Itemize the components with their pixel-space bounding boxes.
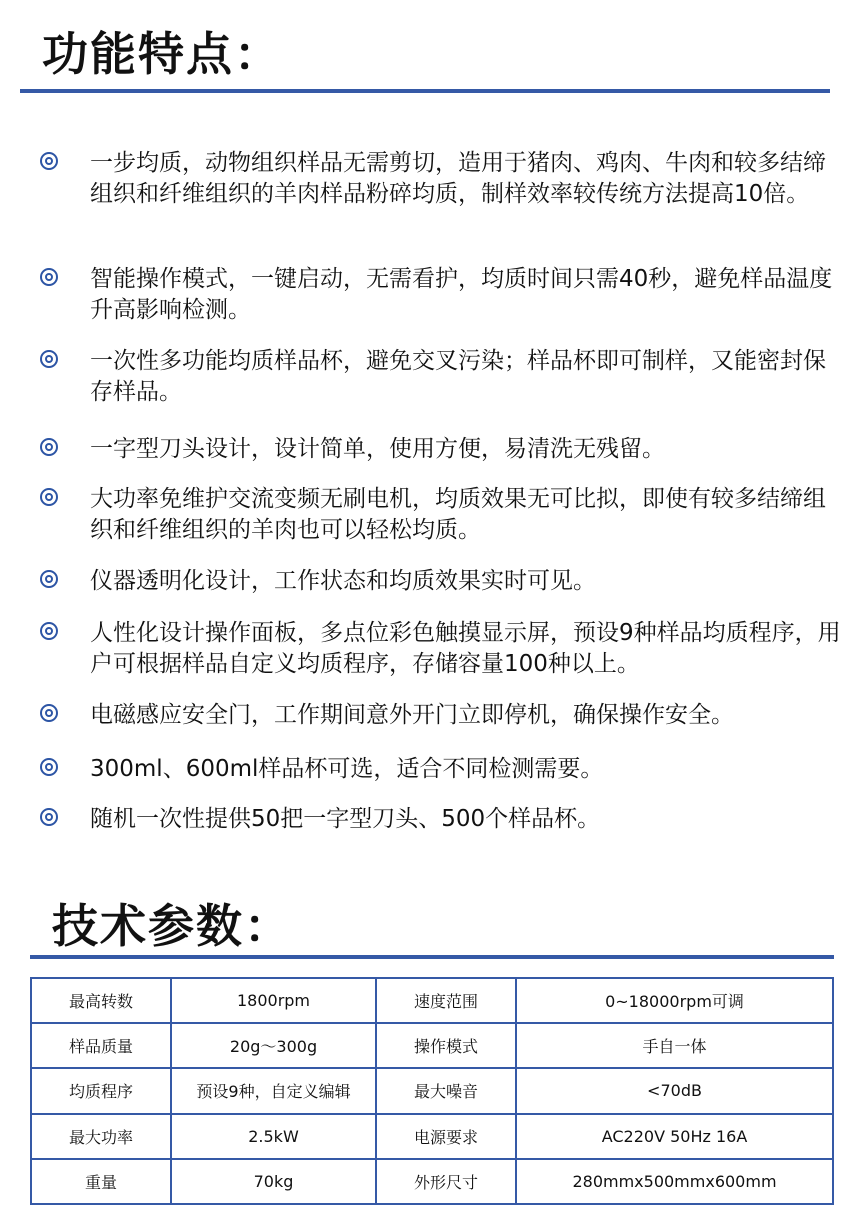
spec-value: 1800rpm <box>171 978 376 1023</box>
spec-label: 操作模式 <box>376 1023 516 1068</box>
spec-value: 20g～300g <box>171 1023 376 1068</box>
feature-text: 300ml、600ml样品杯可选，适合不同检测需要。 <box>90 756 604 782</box>
spec-label: 速度范围 <box>376 978 516 1023</box>
spec-value: 280mmx500mmx600mm <box>516 1159 833 1204</box>
feature-text: 随机一次性提供50把一字型刀头、500个样品杯。 <box>90 806 601 832</box>
spec-label: 重量 <box>31 1159 171 1204</box>
spec-value: 预设9种，自定义编辑 <box>171 1068 376 1113</box>
specs-title: 技术参数： <box>52 899 292 953</box>
table-row <box>31 1159 833 1204</box>
double-circle-icon <box>40 438 58 456</box>
spec-value: 0~18000rpm可调 <box>516 978 833 1023</box>
spec-label: 均质程序 <box>31 1068 171 1113</box>
double-circle-icon <box>40 350 58 368</box>
spec-value: AC220V 50Hz 16A <box>516 1114 833 1159</box>
spec-label: 最大噪音 <box>376 1068 516 1113</box>
spec-label: 外形尺寸 <box>376 1159 516 1204</box>
feature-text: 人性化设计操作面板，多点位彩色触摸显示屏，预设9种样品均质程序，用户可根据样品自定义均质程序，存储容量100种以上。 <box>90 620 841 677</box>
spec-label: 最大功率 <box>31 1114 171 1159</box>
spec-value: 2.5kW <box>171 1114 376 1159</box>
table-row <box>31 1023 833 1068</box>
spec-value: 70kg <box>171 1159 376 1204</box>
double-circle-icon <box>40 488 58 506</box>
feature-text: 电磁感应安全门，工作期间意外开门立即停机，确保操作安全。 <box>90 702 734 728</box>
spec-value: 手自一体 <box>516 1023 833 1068</box>
double-circle-icon <box>40 808 58 826</box>
table-row <box>31 1068 833 1113</box>
spec-label: 样品质量 <box>31 1023 171 1068</box>
feature-text: 仪器透明化设计，工作状态和均质效果实时可见。 <box>90 568 596 594</box>
features-title: 功能特点： <box>42 27 282 81</box>
double-circle-icon <box>40 268 58 286</box>
double-circle-icon <box>40 152 58 170</box>
feature-text: 大功率免维护交流变频无刷电机，均质效果无可比拟，即使有较多结缔组织和纤维组织的羊肉也可以轻松均质。 <box>90 486 826 543</box>
features-title-rule <box>20 89 830 93</box>
table-row <box>31 1114 833 1159</box>
double-circle-icon <box>40 622 58 640</box>
feature-text: 智能操作模式，一键启动，无需看护，均质时间只需40秒，避免样品温度升高影响检测。 <box>90 266 833 323</box>
double-circle-icon <box>40 758 58 776</box>
feature-text: 一字型刀头设计，设计简单，使用方便，易清洗无残留。 <box>90 436 665 462</box>
table-row <box>31 978 833 1023</box>
spec-label: 电源要求 <box>376 1114 516 1159</box>
specs-title-rule <box>30 955 834 959</box>
feature-text: 一步均质，动物组织样品无需剪切，造用于猪肉、鸡肉、牛肉和较多结缔组织和纤维组织的羊肉样品粉碎均质，制样效率较传统方法提高10倍。 <box>90 150 826 207</box>
spec-value: <70dB <box>516 1068 833 1113</box>
specs-table <box>30 977 834 1205</box>
spec-label: 最高转数 <box>31 978 171 1023</box>
double-circle-icon <box>40 704 58 722</box>
double-circle-icon <box>40 570 58 588</box>
feature-text: 一次性多功能均质样品杯，避免交叉污染；样品杯即可制样，又能密封保存样品。 <box>90 348 826 405</box>
